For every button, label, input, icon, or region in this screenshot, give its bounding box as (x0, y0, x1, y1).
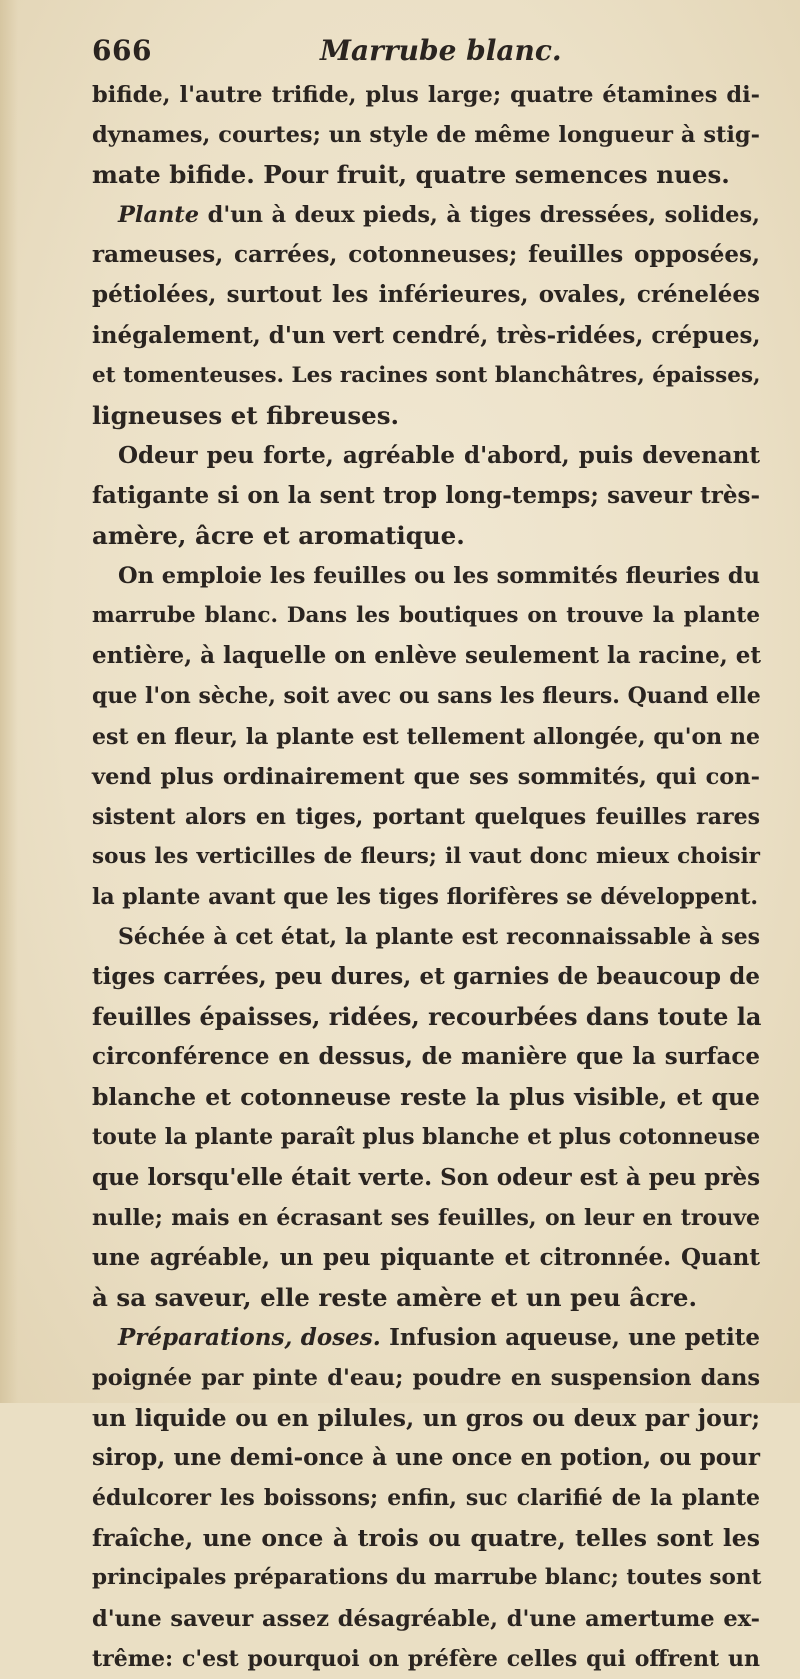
text-line (92, 877, 760, 917)
text-line (92, 1077, 760, 1117)
line-text: principales préparations du marrube blanc; toutes sont (92, 1565, 762, 1591)
text-line (92, 957, 760, 997)
line-text: tiges carrées, peu dures, et garnies de beaucoup de (92, 963, 760, 991)
page-header (92, 30, 760, 72)
line-text: dynames, courtes; un style de même longueur à stig- (92, 122, 760, 149)
line-text: feuilles épaisses, ridées, recourbées dans toute la (92, 1002, 762, 1032)
line-text: amère, âcre et aromatique. (92, 521, 465, 551)
text-line (92, 636, 760, 676)
text-line (92, 1278, 760, 1318)
text-line (92, 1158, 760, 1198)
text-line (92, 1398, 760, 1438)
text-line (92, 1117, 760, 1157)
line-text: d'un à deux pieds, à tiges dressées, solides, (199, 202, 760, 229)
text-line (92, 1599, 760, 1639)
text-line (92, 917, 760, 957)
line-text: mate bifide. Pour fruit, quatre semences nues. (92, 160, 730, 190)
line-text: la plante avant que les tiges florifères se développent. (92, 883, 759, 910)
line-text: ligneuses et fibreuses. (92, 400, 400, 430)
text-line (92, 316, 760, 356)
line-text: que l'on sèche, soit avec ou sans les fleurs. Quand elle (92, 683, 761, 710)
line-text: nulle; mais en écrasant ses feuilles, on leur en trouve (92, 1204, 760, 1231)
italic-lead: Plante (118, 202, 200, 229)
line-text: Odeur peu forte, agréable d'abord, puis devenant (118, 441, 760, 469)
text-line (92, 115, 760, 155)
line-text: trême: c'est pourquoi on préfère celles qui offrent un (92, 1645, 760, 1672)
running-title: Marrube blanc. (320, 34, 562, 67)
text-line (92, 797, 760, 837)
page-edge-shadow (0, 0, 18, 1403)
text-line (92, 1639, 760, 1679)
text-line (92, 195, 760, 235)
line-text: une agréable, un peu piquante et citronnée. Quant (92, 1243, 760, 1271)
text-line (92, 997, 760, 1037)
text-line (92, 1518, 760, 1558)
line-text: bifide, l'autre trifide, plus large; quatre étamines di- (92, 82, 760, 108)
text-line (92, 757, 760, 797)
line-text: vend plus ordinairement que ses sommités, qui con- (92, 763, 760, 790)
text-line (92, 717, 760, 757)
text-line (92, 275, 760, 315)
line-text: un liquide ou en pilules, un gros ou deux par jour; (92, 1404, 760, 1433)
line-text: sistent alors en tiges, portant quelques feuilles rares (92, 803, 760, 830)
text-line (92, 75, 760, 115)
line-text: fraîche, une once à trois ou quatre, telles sont les (92, 1524, 760, 1553)
text-line (92, 837, 760, 877)
text-line (92, 476, 760, 516)
italic-lead: Préparations, doses. (118, 1323, 381, 1351)
line-text: Infusion aqueuse, une petite (380, 1323, 760, 1351)
line-text: et tomenteuses. Les racines sont blanchâtres, épaisses, (92, 362, 761, 388)
text-line (92, 396, 760, 436)
page-number: 666 (92, 34, 152, 67)
line-text: que lorsqu'elle était verte. Son odeur est à peu près (92, 1163, 761, 1191)
line-text: entière, à laquelle on enlève seulement la racine, et (92, 642, 762, 670)
line-text: à sa saveur, elle reste amère et un peu âcre. (92, 1282, 698, 1312)
line-text: marrube blanc. Dans les boutiques on trouve la plante (92, 603, 760, 629)
text-line (92, 516, 760, 556)
text-line (92, 1318, 760, 1358)
text-line (92, 356, 760, 396)
text-line (92, 155, 760, 195)
text-line (92, 436, 760, 476)
line-text: toute la plante paraît plus blanche et plus cotonneuse (92, 1124, 761, 1151)
text-line (92, 1198, 760, 1238)
text-line (92, 1238, 760, 1278)
text-line (92, 1358, 760, 1398)
line-text: rameuses, carrées, cotonneuses; feuilles opposées, (92, 241, 760, 269)
text-line (92, 1438, 760, 1478)
line-text: d'une saveur assez désagréable, d'une amertume ex- (92, 1605, 760, 1632)
text-line (92, 676, 760, 716)
line-text: Séchée à cet état, la plante est reconnaissable à ses (118, 923, 760, 950)
text-line (92, 235, 760, 275)
line-text: est en fleur, la plante est tellement allongée, qu'on ne (92, 723, 760, 750)
text-line (92, 1037, 760, 1077)
text-line (92, 1558, 760, 1598)
text-line (92, 596, 760, 636)
line-text: poignée par pinte d'eau; poudre en suspension dans (92, 1365, 760, 1391)
line-text: blanche et cotonneuse reste la plus visible, et que (92, 1083, 760, 1112)
line-text: circonférence en dessus, de manière que la surface (92, 1043, 760, 1071)
line-text: pétiolées, surtout les inférieures, ovales, crénelées (92, 281, 760, 309)
line-text: sirop, une demi-once à une once en potion, ou pour (92, 1444, 760, 1472)
line-text: inégalement, d'un vert cendré, très-ridées, crépues, (92, 321, 761, 349)
line-text: sous les verticilles de fleurs; il vaut donc mieux choisir (92, 843, 760, 869)
body-text (92, 75, 760, 1679)
text-line (92, 1478, 760, 1518)
line-text: fatigante si on la sent trop long-temps; saveur très- (92, 481, 760, 509)
line-text: édulcorer les boissons; enfin, suc clarifié de la plante (92, 1485, 760, 1512)
line-text: On emploie les feuilles ou les sommités fleuries du (118, 563, 761, 590)
text-line (92, 556, 760, 596)
